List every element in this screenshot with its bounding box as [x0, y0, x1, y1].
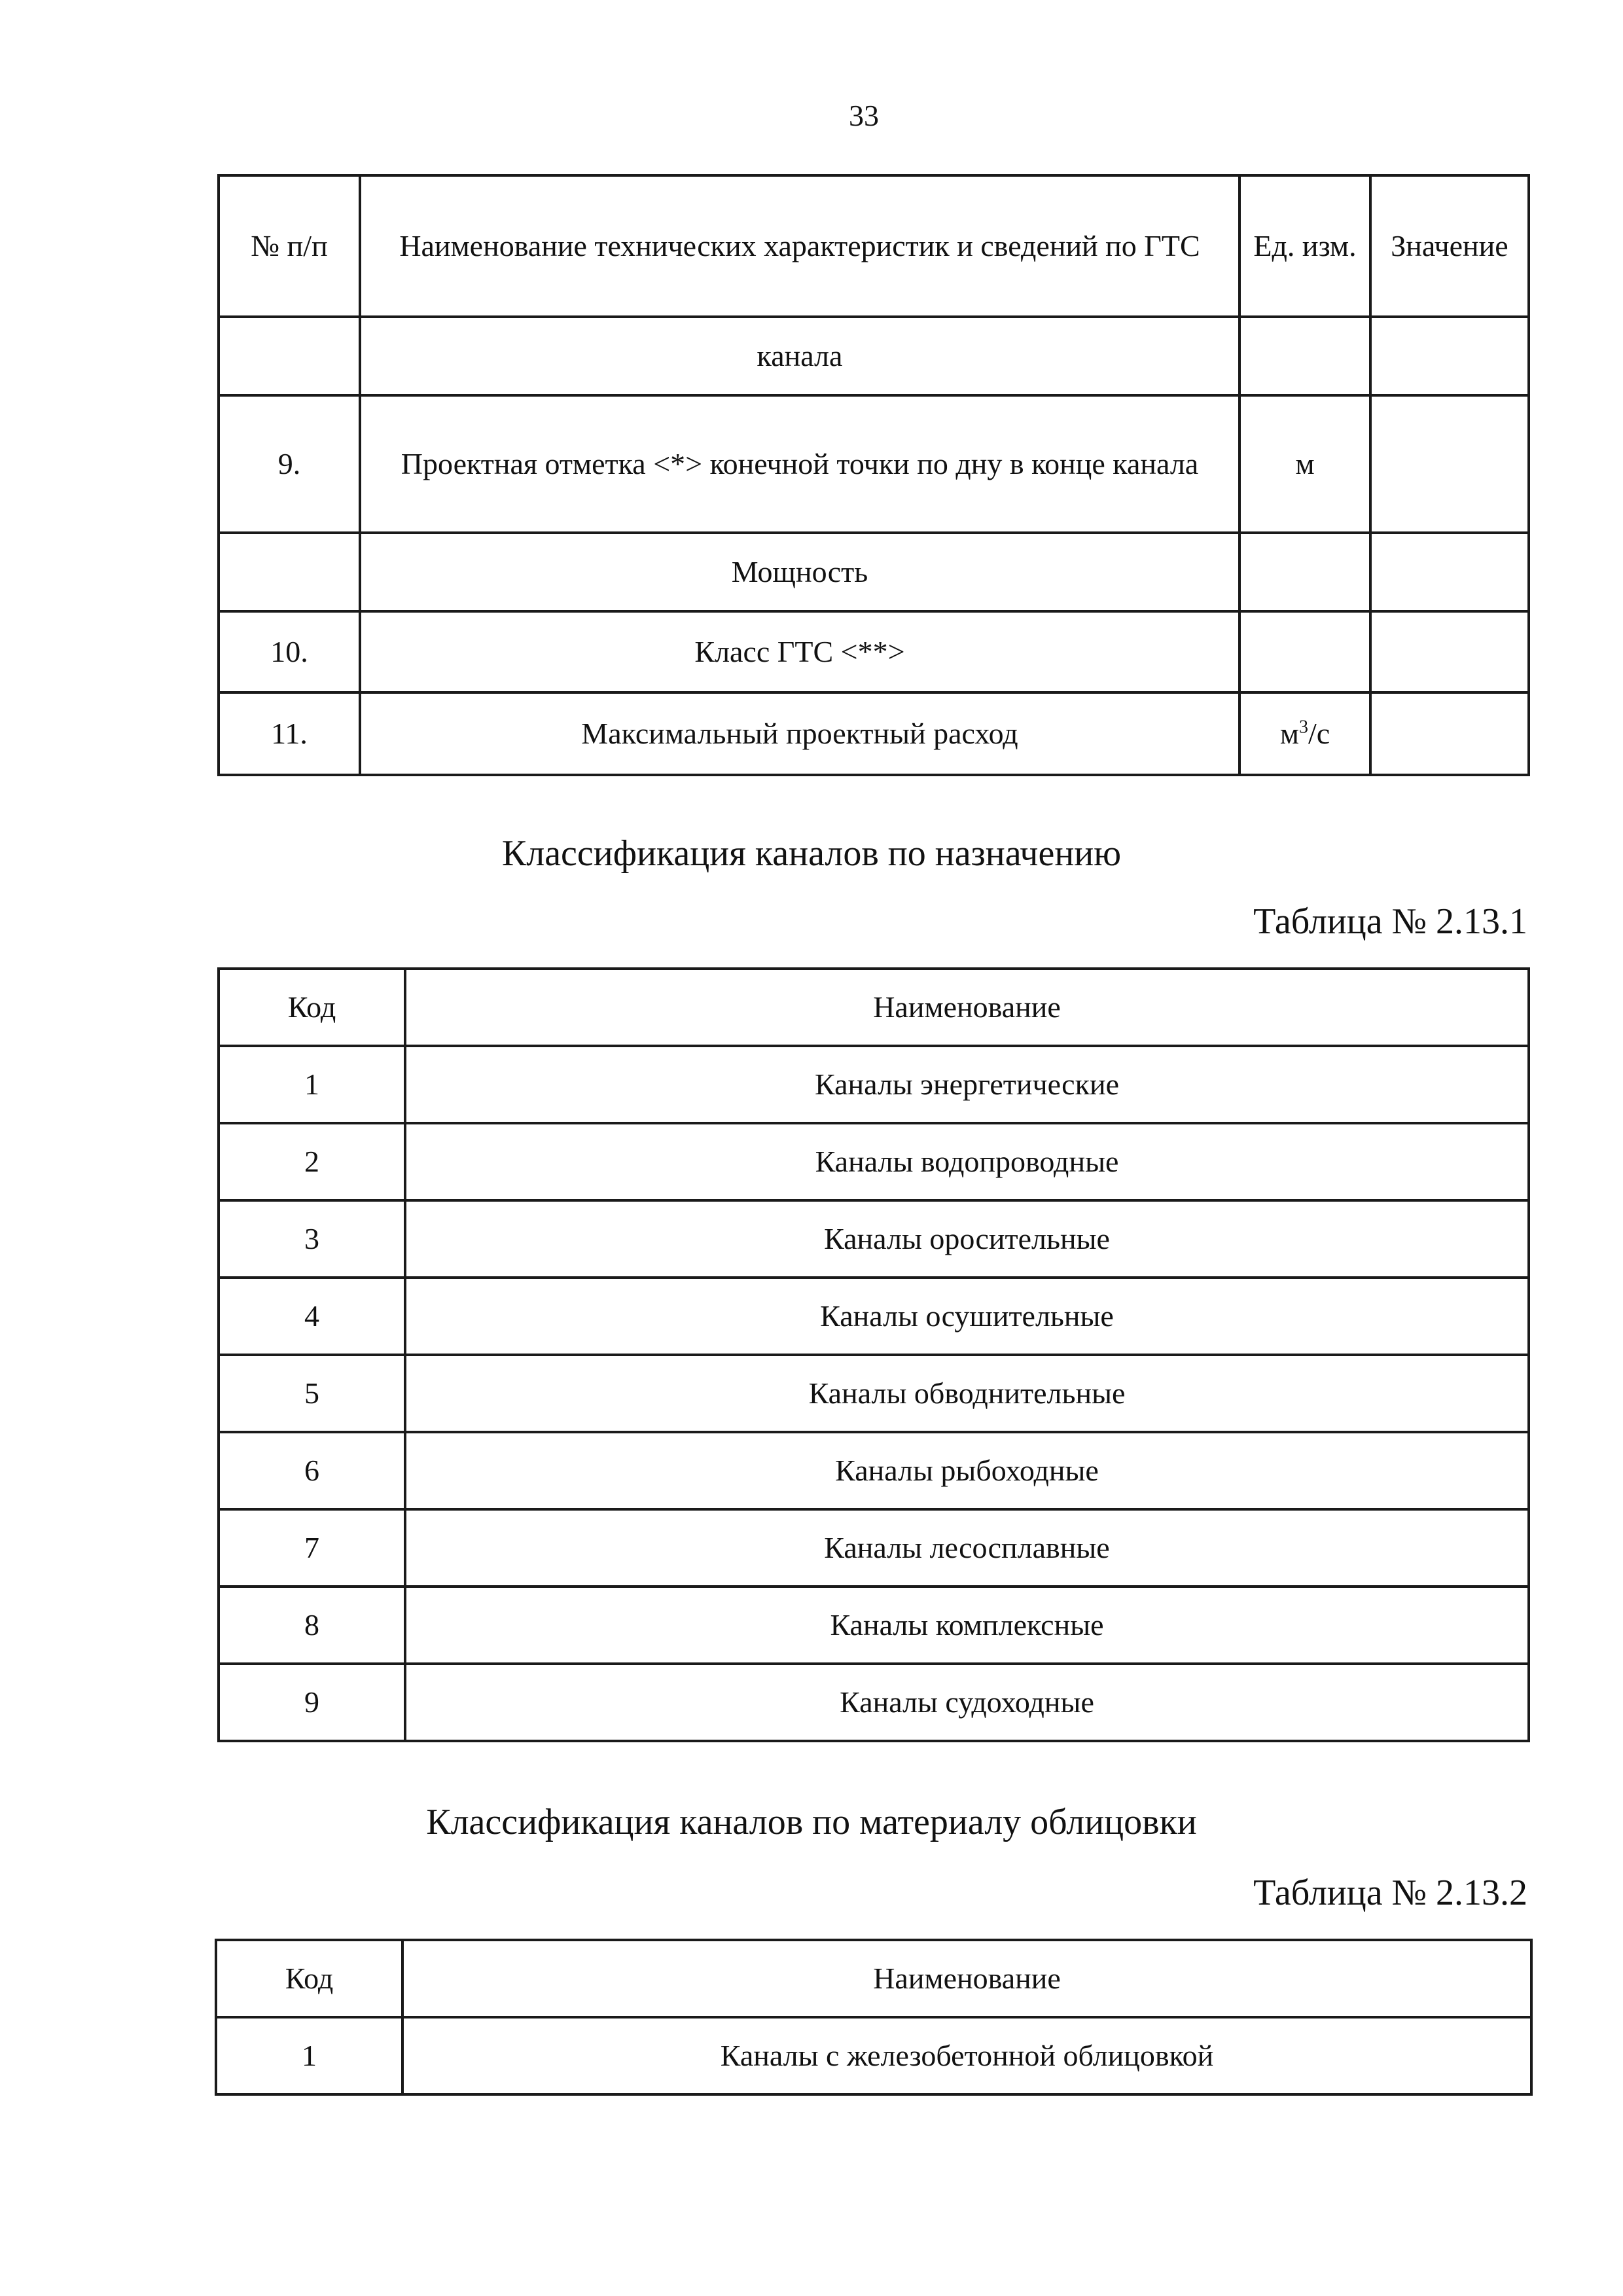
technical-characteristics-table	[217, 174, 1530, 776]
table-row	[219, 1432, 1529, 1509]
unit-exponent: 3	[1298, 717, 1308, 738]
row-code: 2	[219, 1123, 405, 1200]
row-unit: м	[1240, 395, 1370, 533]
row-number: 11.	[219, 692, 360, 775]
table-row	[219, 1355, 1529, 1432]
table-row	[219, 533, 1529, 611]
row-number: 10.	[219, 611, 360, 692]
row-value	[1370, 692, 1529, 775]
row-code: 6	[219, 1432, 405, 1509]
row-code: 5	[219, 1355, 405, 1432]
column-header-name: Наименование технических характеристик и сведений по ГТС	[360, 175, 1240, 317]
table-row	[219, 1509, 1529, 1587]
unit-base: м	[1279, 717, 1299, 750]
lining-classification-table	[215, 1939, 1533, 2096]
row-name: Мощность	[360, 533, 1240, 611]
table-row	[219, 395, 1529, 533]
table-row	[219, 692, 1529, 775]
column-header-unit: Ед. изм.	[1240, 175, 1370, 317]
row-number: 9.	[219, 395, 360, 533]
row-name: Каналы оросительные	[405, 1200, 1529, 1278]
column-header-number: № п/п	[219, 175, 360, 317]
row-name: Каналы с железобетонной облицовкой	[402, 2017, 1531, 2094]
purpose-section-title: Классификация каналов по назначению	[501, 833, 1122, 874]
row-name: Каналы лесосплавные	[405, 1509, 1529, 1587]
row-name: Каналы обводнительные	[405, 1355, 1529, 1432]
row-code: 3	[219, 1200, 405, 1278]
row-name: Проектная отметка <*> конечной точки по дну в конце канала	[360, 395, 1240, 533]
unit-tail: /с	[1308, 717, 1330, 750]
table-header-row	[219, 175, 1529, 317]
row-code: 1	[219, 1046, 405, 1123]
column-header-name: Наименование	[405, 969, 1529, 1046]
table-row	[219, 1664, 1529, 1741]
table-row	[219, 611, 1529, 692]
table-row	[219, 1046, 1529, 1123]
row-name: Максимальный проектный расход	[360, 692, 1240, 775]
column-header-value: Значение	[1370, 175, 1529, 317]
lining-table-caption: Таблица № 2.13.2	[1253, 1873, 1527, 1913]
table-header-row	[216, 1940, 1531, 2017]
purpose-classification-table	[217, 967, 1530, 1742]
table-row	[219, 1123, 1529, 1200]
row-name: Каналы осушительные	[405, 1278, 1529, 1355]
row-name: Каналы водопроводные	[405, 1123, 1529, 1200]
row-code: 8	[219, 1587, 405, 1664]
column-header-name: Наименование	[402, 1940, 1531, 2017]
table-row	[219, 317, 1529, 395]
row-value	[1370, 611, 1529, 692]
table-row	[216, 2017, 1531, 2094]
row-unit	[1240, 692, 1370, 775]
column-header-code: Код	[216, 1940, 402, 2017]
row-name: Класс ГТС <**>	[360, 611, 1240, 692]
table-row	[219, 1587, 1529, 1664]
page-number: 33	[849, 99, 879, 132]
column-header-code: Код	[219, 969, 405, 1046]
row-name: Каналы рыбоходные	[405, 1432, 1529, 1509]
row-number	[219, 533, 360, 611]
row-name: Каналы комплексные	[405, 1587, 1529, 1664]
row-value	[1370, 533, 1529, 611]
row-unit	[1240, 533, 1370, 611]
purpose-table-caption: Таблица № 2.13.1	[1253, 901, 1527, 942]
row-name: канала	[360, 317, 1240, 395]
row-number	[219, 317, 360, 395]
row-value	[1370, 317, 1529, 395]
row-name: Каналы энергетические	[405, 1046, 1529, 1123]
row-code: 4	[219, 1278, 405, 1355]
row-code: 1	[216, 2017, 402, 2094]
row-value	[1370, 395, 1529, 533]
row-unit	[1240, 611, 1370, 692]
table-header-row	[219, 969, 1529, 1046]
lining-section-title: Классификация каналов по материалу облицовки	[426, 1802, 1197, 1842]
row-code: 7	[219, 1509, 405, 1587]
row-name: Каналы судоходные	[405, 1664, 1529, 1741]
row-code: 9	[219, 1664, 405, 1741]
table-row	[219, 1278, 1529, 1355]
table-row	[219, 1200, 1529, 1278]
row-unit	[1240, 317, 1370, 395]
